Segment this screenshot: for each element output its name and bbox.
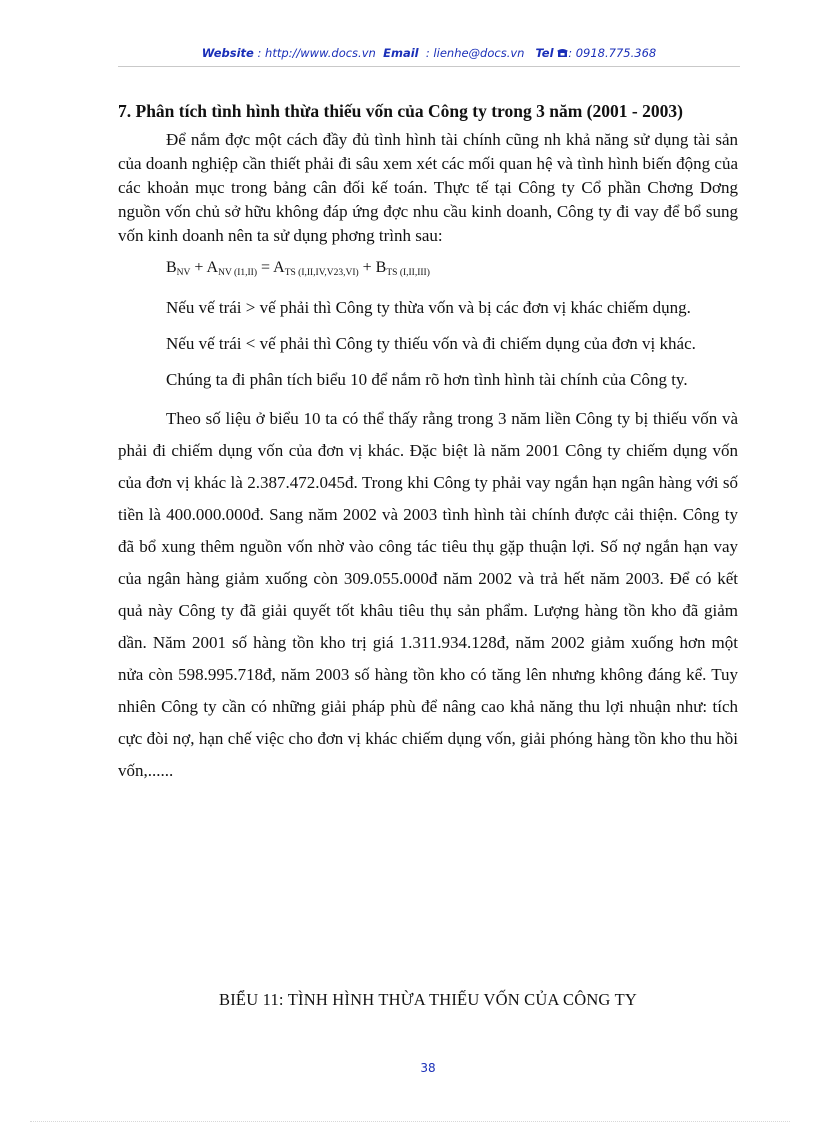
page-number: 38 [420,1061,436,1075]
balance-equation: $B_{NV} + A_{NV (I1,II)} = A_{TS (I,II,IV,V23,VI)} + B_{TS (I,II,III)}$ [166,259,430,278]
website-label: Website [201,46,254,60]
table-title: BIỂU 11: TÌNH HÌNH THỪA THIẾU VỐN CỦA CÔNG TY [219,990,637,1009]
section-heading: 7. Phân tích tình hình thừa thiếu vốn của Công ty trong 3 năm (2001 - 2003) [118,101,683,121]
paragraph-analysis: Chúng ta đi phân tích biểu 10 để nắm rõ hơn tình hình tài chính của Công ty. [166,370,688,389]
tel-label: Tel [535,46,554,60]
email-label: Email [383,46,419,60]
paragraph-surplus: Nếu vế trái > vế phải thì Công ty thừa vốn và bị các đơn vị khác chiếm dụng. [166,298,691,317]
footer-divider [30,1121,790,1122]
email-link[interactable]: : lienhe@docs.vn [425,46,525,60]
phone-icon [557,46,568,60]
document-body [118,98,738,787]
paragraph-intro: Để nắm đợc một cách đầy đủ tình hình tài chính cũng nh khả năng sử dụng tài sản của doanh nghiệp cần thiết phải đi sâu xem xét các mối quan hệ và tình hình biến động của các khoản mục trong bảng cân đối kế toán. Thực tế tại Công ty Cổ phần Chơng Dơng nguồn vốn chủ sở hữu không đáp ứng đợc nhu cầu kinh doanh, Công ty đi vay để bổ sung vốn kinh doanh nên ta sử dụng phơng trình sau: [118,130,738,245]
header-divider [118,66,740,67]
paragraph-deficit: Nếu vế trái < vế phải thì Công ty thiếu vốn và đi chiếm dụng của đơn vị khác. [166,334,696,353]
page-header [118,46,740,60]
website-link[interactable]: : http://www.docs.vn [257,46,376,60]
paragraph-findings: Theo số liệu ở biểu 10 ta có thể thấy rằng trong 3 năm liền Công ty bị thiếu vốn và phải đi chiếm dụng vốn của đơn vị khác. Đặc biệt là năm 2001 Công ty chiếm dụng vốn của đơn vị khác là 2.387.472.045đ. Trong khi Công ty phải vay ngắn hạn ngân hàng với số tiền là 400.000.000đ. Sang năm 2002 và 2003 tình hình tài chính được cải thiện. Công ty đã bổ xung thêm nguồn vốn nhờ vào công tác tiêu thụ gặp thuận lợi. Số nợ ngắn hạn vay của ngân hàng giảm xuống còn 309.055.000đ năm 2002 và trả hết năm 2003. Để có kết quả này Công ty đã giải quyết tốt khâu tiêu thụ sản phẩm. Lượng hàng tồn kho đã giảm dần. Năm 2001 số hàng tồn kho trị giá 1.311.934.128đ, năm 2002 giảm xuống hơn một nửa còn 598.995.718đ, năm 2003 số hàng tồn kho có tăng lên nhưng không đáng kể. Tuy nhiên Công ty cần có những giải pháp phù để nâng cao khả năng thu lợi nhuận như: tích cực đòi nợ, hạn chế việc cho đơn vị khác chiếm dụng vốn, giải phóng hàng tồn kho thu hồi vốn,...... [118,409,738,780]
tel-value: : 0918.775.368 [568,46,657,60]
